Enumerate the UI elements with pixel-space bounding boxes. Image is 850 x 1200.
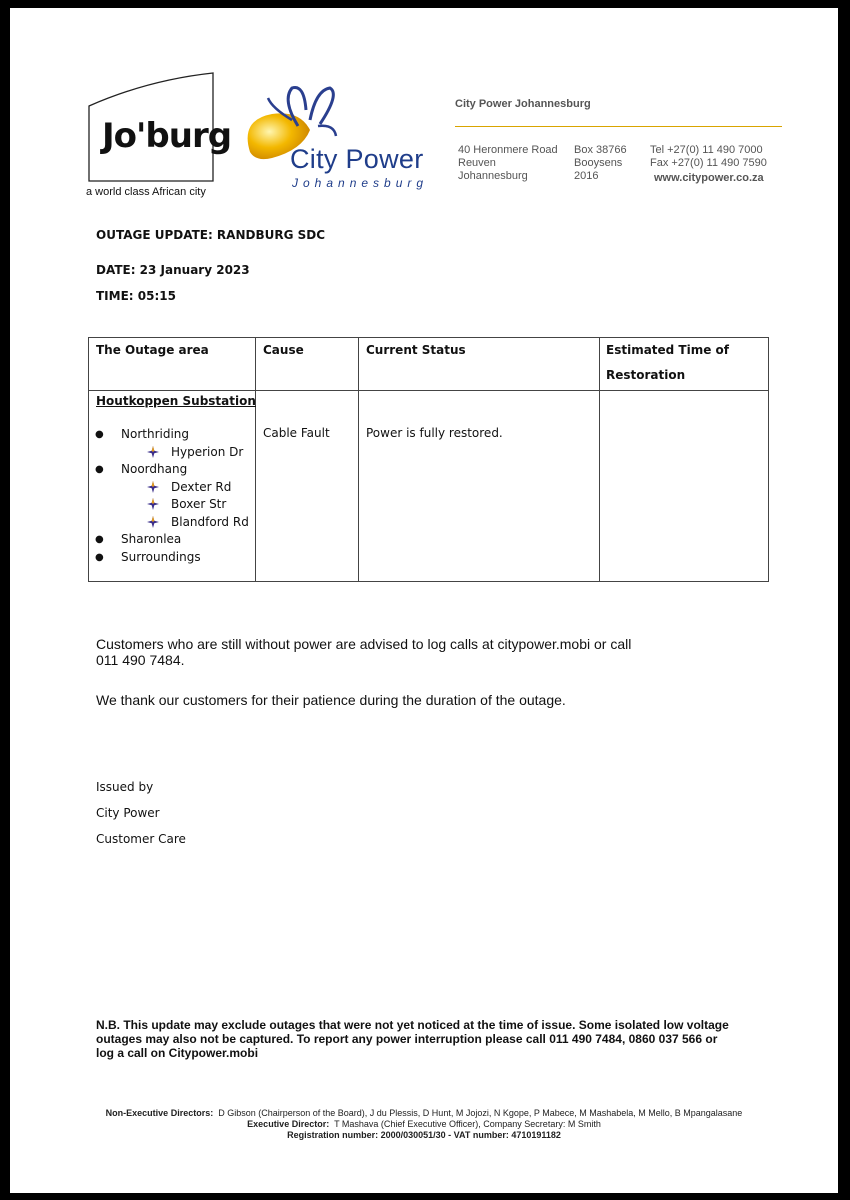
list-item	[95, 514, 249, 532]
box-line: Booysens	[574, 157, 623, 169]
nb-line: outages may also not be captured. To report any power interruption please call 011 490 7484, 0860 037 566 or	[96, 1032, 718, 1046]
nb-line: log a call on Citypower.mobi	[96, 1046, 259, 1060]
nonexec-names: D Gibson (Chairperson of the Board), J du Plessis, D Hunt, M Jojozi, N Kgope, P Mabece, M Mashabela, M Mello, B Mpangalasane	[218, 1108, 743, 1118]
four-point-star-icon	[147, 516, 159, 528]
affected-areas-list	[95, 426, 249, 566]
area-name: Surroundings	[121, 549, 201, 564]
list-item	[95, 426, 249, 444]
update-date: DATE: 23 January 2023	[96, 263, 250, 277]
area-name: Northriding	[121, 427, 190, 441]
advice-message	[96, 636, 631, 668]
area-name: Noordhang	[121, 462, 188, 476]
outage-table	[88, 337, 769, 582]
nb-line: N.B. This update may exclude outages that were not yet noticed at the time of issue. Some isolated low voltage	[96, 1018, 729, 1032]
header-current-status: Current Status	[366, 343, 466, 357]
update-time: TIME: 05:15	[96, 289, 176, 303]
city-power-logo-city: Johannesburg	[292, 176, 429, 190]
footer-registration	[10, 1130, 838, 1141]
address-line: Johannesburg	[458, 170, 528, 182]
footer-directors	[10, 1108, 838, 1141]
street-name: Boxer Str	[171, 497, 227, 511]
list-item	[95, 496, 249, 514]
area-name: Sharonlea	[121, 532, 182, 546]
header-restoration: Restoration	[606, 368, 686, 382]
street-name: Hyperion Dr	[171, 444, 244, 459]
city-power-logo-name: City Power	[290, 144, 424, 174]
status-value: Power is fully restored.	[366, 426, 503, 440]
advice-line: 011 490 7484.	[96, 652, 185, 668]
thanks-message: We thank our customers for their patience during the duration of the outage.	[96, 692, 566, 708]
bullet-icon: ●	[95, 464, 104, 475]
list-item	[95, 531, 249, 549]
header-estimated-time: Estimated Time of	[606, 343, 730, 357]
street-name: Dexter Rd	[171, 479, 232, 494]
box-line: 2016	[574, 170, 599, 182]
cause-value: Cable Fault	[263, 426, 330, 440]
fax-number: Fax +27(0) 11 490 7590	[650, 157, 767, 169]
advice-line: Customers who are still without power are advised to log calls at citypower.mobi or call	[96, 636, 632, 652]
joburg-tagline: a world class African city	[86, 186, 206, 198]
header-cause: Cause	[263, 343, 304, 357]
joburg-logo-word: Jo'burg	[102, 116, 232, 156]
bullet-icon: ●	[95, 429, 104, 440]
registration-number: Registration number: 2000/030051/30 - VAT number: 4710191182	[287, 1130, 561, 1140]
letterhead-company: City Power Johannesburg	[455, 98, 591, 110]
list-item	[95, 549, 249, 567]
bullet-icon: ●	[95, 534, 104, 545]
footer-nonexec	[10, 1108, 838, 1119]
nonexec-label: Non-Executive Directors:	[105, 1108, 214, 1118]
street-name: Blandford Rd	[171, 514, 249, 529]
address-line: 40 Heronmere Road	[458, 144, 558, 156]
exec-label: Executive Director:	[247, 1119, 330, 1129]
list-item	[95, 479, 249, 497]
letterhead-rule	[455, 126, 782, 127]
letterhead-box	[574, 144, 627, 183]
box-line: Box 38766	[574, 144, 627, 156]
footer-exec	[10, 1119, 838, 1130]
four-point-star-icon	[147, 498, 159, 510]
bullet-icon: ●	[95, 551, 104, 563]
letterhead-address	[458, 144, 558, 183]
letterhead-contact	[650, 144, 767, 185]
list-item	[95, 461, 249, 479]
four-point-star-icon	[147, 446, 159, 458]
issuer-dept: Customer Care	[96, 832, 186, 846]
four-point-star-icon	[147, 481, 159, 493]
substation-name: Houtkoppen Substation	[96, 394, 256, 408]
address-line: Reuven	[458, 157, 496, 169]
issuer-org: City Power	[96, 806, 160, 820]
document-page	[10, 8, 838, 1193]
exec-names: T Mashava (Chief Executive Officer), Company Secretary: M Smith	[334, 1119, 601, 1129]
update-title: OUTAGE UPDATE: RANDBURG SDC	[96, 228, 326, 242]
tel-number: Tel +27(0) 11 490 7000	[650, 144, 763, 156]
list-item	[95, 444, 249, 462]
website-link: www.citypower.co.za	[654, 172, 764, 184]
header-outage-area: The Outage area	[96, 343, 209, 357]
issued-by-label: Issued by	[96, 780, 154, 794]
nb-disclaimer	[96, 1018, 729, 1060]
